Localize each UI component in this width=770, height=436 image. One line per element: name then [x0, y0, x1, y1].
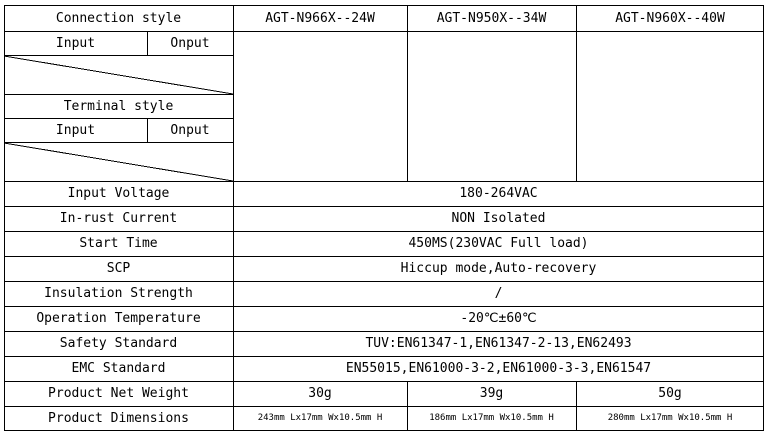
spec-label-insulation-strength: Insulation Strength — [44, 286, 193, 301]
model-header-1: AGT-N966X--24W — [265, 10, 375, 26]
connection-output-label: Onput — [170, 35, 210, 51]
spec-table — [4, 5, 764, 431]
spec-value-emc-standard: EN55015,EN61000-3-2,EN61000-3-3,EN61547 — [345, 361, 652, 376]
spec-value-start-time: 450MS(230VAC Full load) — [408, 236, 589, 251]
spec-label-scp: SCP — [106, 261, 131, 276]
spec-label-inrush-current: In-rust Current — [59, 211, 178, 226]
weight-value-2: 39g — [479, 386, 504, 401]
connection-style-header: Connection style — [55, 10, 182, 26]
dimensions-value-3: 280mm Lx17mm Wx10.5mm H — [607, 413, 733, 423]
connection-diagonal — [4, 56, 233, 94]
spec-value-scp: Hiccup mode,Auto-recovery — [400, 261, 597, 276]
spec-label-safety-standard: Safety Standard — [59, 336, 178, 351]
spec-value-inrush-current: NON Isolated — [451, 211, 546, 226]
weight-label: Product Net Weight — [48, 386, 189, 401]
terminal-input-label: Input — [55, 122, 96, 138]
spec-value-insulation-strength: / — [494, 286, 503, 301]
model-header-3: AGT-N960X--40W — [615, 10, 725, 26]
spec-label-input-voltage: Input Voltage — [67, 186, 170, 201]
spec-label-emc-standard: EMC Standard — [71, 361, 166, 376]
connection-input-label: Input — [55, 35, 96, 51]
spec-value-safety-standard: TUV:EN61347-1,EN61347-2-13,EN62493 — [365, 336, 632, 351]
model-header-2: AGT-N950X--34W — [436, 10, 547, 26]
weight-value-1: 30g — [308, 386, 332, 401]
weight-value-3: 50g — [658, 386, 682, 401]
terminal-style-header: Terminal style — [63, 98, 174, 114]
spec-label-operation-temperature: Operation Temperature — [36, 311, 201, 326]
terminal-output-label: Onput — [170, 122, 210, 138]
dimensions-value-1: 243mm Lx17mm Wx10.5mm H — [257, 413, 383, 423]
dimensions-value-2: 186mm Lx17mm Wx10.5mm H — [429, 413, 554, 423]
terminal-diagonal — [4, 143, 233, 181]
spec-label-start-time: Start Time — [79, 236, 158, 251]
dimensions-label: Product Dimensions — [48, 411, 189, 426]
spec-value-input-voltage: 180-264VAC — [459, 186, 538, 201]
spec-value-operation-temperature: -20℃±60℃ — [460, 311, 537, 326]
